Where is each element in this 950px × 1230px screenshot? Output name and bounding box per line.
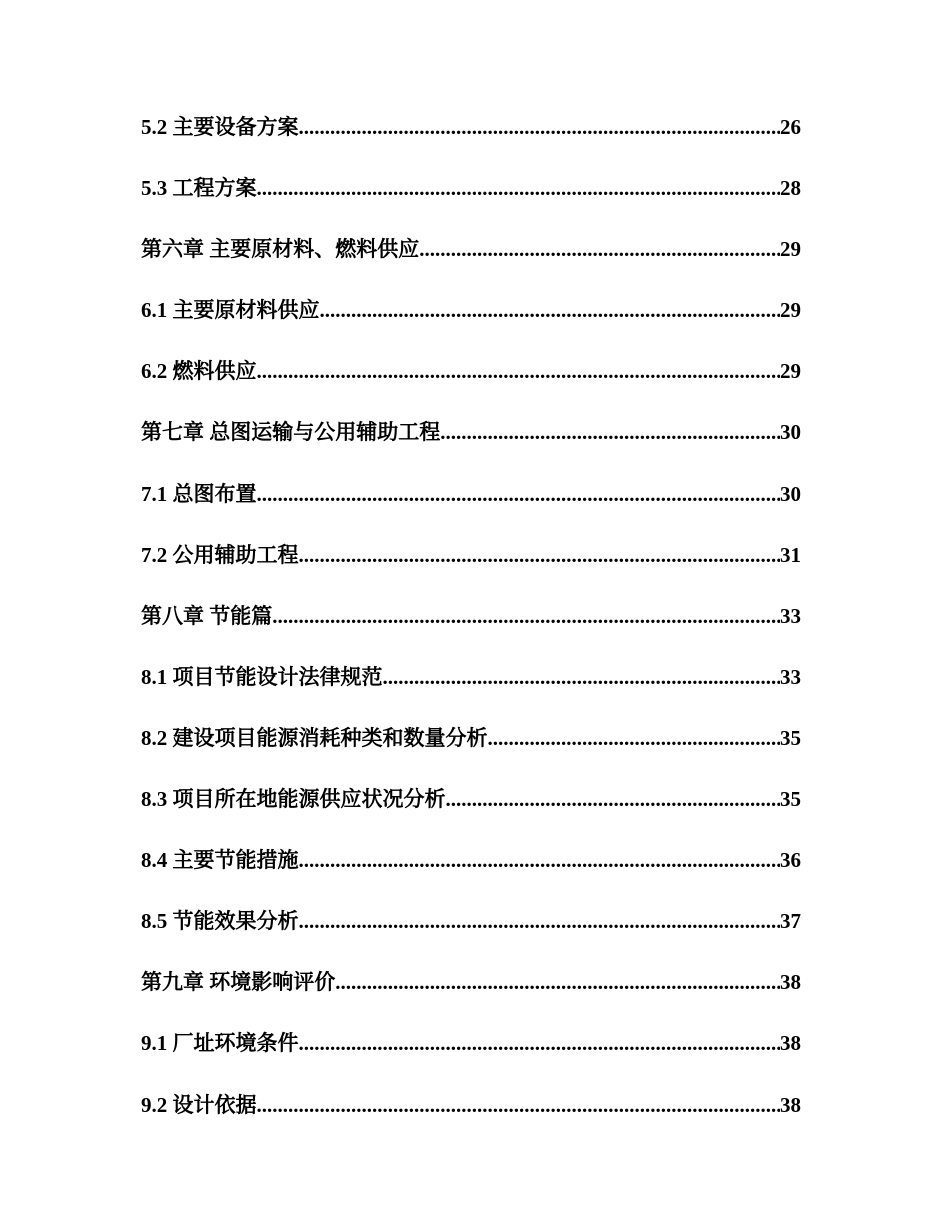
toc-page-number: 38 bbox=[780, 1092, 801, 1117]
toc-page-number: 29 bbox=[780, 298, 801, 323]
toc-entry[interactable] bbox=[141, 352, 801, 413]
dot-leader bbox=[257, 1086, 781, 1124]
dot-leader bbox=[446, 780, 781, 818]
toc-entry-title: 第六章 主要原材料、燃料供应 bbox=[141, 237, 420, 262]
toc-page-number: 37 bbox=[780, 909, 801, 934]
toc-page-number: 35 bbox=[780, 725, 801, 750]
toc-page-number: 38 bbox=[780, 1031, 801, 1056]
toc-entry-title: 8.4 主要节能措施 bbox=[141, 848, 299, 873]
dot-leader bbox=[320, 291, 781, 329]
toc-page-number: 36 bbox=[780, 848, 801, 873]
toc-entry-title: 5.3 工程方案 bbox=[141, 176, 257, 201]
toc-page-number: 30 bbox=[780, 420, 801, 445]
toc-page-number: 30 bbox=[780, 481, 801, 506]
toc-entry[interactable] bbox=[141, 230, 801, 291]
toc-entry[interactable] bbox=[141, 475, 801, 536]
toc-entry[interactable] bbox=[141, 658, 801, 719]
toc-entry[interactable] bbox=[141, 291, 801, 352]
toc-entry[interactable] bbox=[141, 169, 801, 230]
toc-entry-title: 8.3 项目所在地能源供应状况分析 bbox=[141, 787, 446, 812]
toc-entry[interactable] bbox=[141, 108, 801, 169]
dot-leader bbox=[488, 719, 781, 757]
toc-entry-title: 6.1 主要原材料供应 bbox=[141, 298, 320, 323]
toc-entry[interactable] bbox=[141, 597, 801, 658]
dot-leader bbox=[257, 352, 781, 390]
toc-entry-title: 8.2 建设项目能源消耗种类和数量分析 bbox=[141, 725, 488, 750]
dot-leader bbox=[299, 536, 781, 574]
dot-leader bbox=[299, 1024, 781, 1062]
toc-entry-title: 9.2 设计依据 bbox=[141, 1092, 257, 1117]
dot-leader bbox=[440, 413, 780, 451]
toc-page-number: 38 bbox=[780, 970, 801, 995]
toc-page-number: 31 bbox=[780, 542, 801, 567]
dot-leader bbox=[299, 108, 781, 146]
toc-entry[interactable] bbox=[141, 1024, 801, 1085]
table-of-contents bbox=[141, 108, 801, 1147]
toc-entry[interactable] bbox=[141, 841, 801, 902]
dot-leader bbox=[419, 230, 780, 268]
dot-leader bbox=[257, 475, 781, 513]
toc-page-number: 28 bbox=[780, 176, 801, 201]
toc-page-number: 29 bbox=[780, 359, 801, 384]
toc-entry[interactable] bbox=[141, 963, 801, 1024]
toc-entry-title: 8.1 项目节能设计法律规范 bbox=[141, 664, 383, 689]
toc-entry-title: 第九章 环境影响评价 bbox=[141, 970, 336, 995]
toc-entry-title: 第八章 节能篇 bbox=[141, 603, 273, 628]
toc-page-number: 33 bbox=[780, 603, 801, 628]
toc-entry[interactable] bbox=[141, 719, 801, 780]
dot-leader bbox=[257, 169, 781, 207]
toc-entry[interactable] bbox=[141, 1086, 801, 1147]
toc-entry-title: 5.2 主要设备方案 bbox=[141, 115, 299, 139]
toc-entry[interactable] bbox=[141, 902, 801, 963]
dot-leader bbox=[299, 841, 781, 879]
toc-entry[interactable] bbox=[141, 413, 801, 474]
toc-page-number: 35 bbox=[780, 787, 801, 812]
toc-page-number: 26 bbox=[780, 115, 801, 139]
toc-entry-title: 第七章 总图运输与公用辅助工程 bbox=[141, 420, 441, 445]
toc-entry[interactable] bbox=[141, 780, 801, 841]
toc-page-number: 33 bbox=[780, 664, 801, 689]
toc-entry-title: 9.1 厂址环境条件 bbox=[141, 1031, 299, 1056]
dot-leader bbox=[383, 658, 781, 696]
dot-leader bbox=[272, 597, 780, 635]
dot-leader bbox=[335, 963, 780, 1001]
toc-entry-title: 7.1 总图布置 bbox=[141, 481, 257, 506]
toc-entry-title: 6.2 燃料供应 bbox=[141, 359, 257, 384]
dot-leader bbox=[299, 902, 781, 940]
toc-entry-title: 7.2 公用辅助工程 bbox=[141, 542, 299, 567]
toc-entry[interactable] bbox=[141, 536, 801, 597]
toc-entry-title: 8.5 节能效果分析 bbox=[141, 909, 299, 934]
toc-page-number: 29 bbox=[780, 237, 801, 262]
